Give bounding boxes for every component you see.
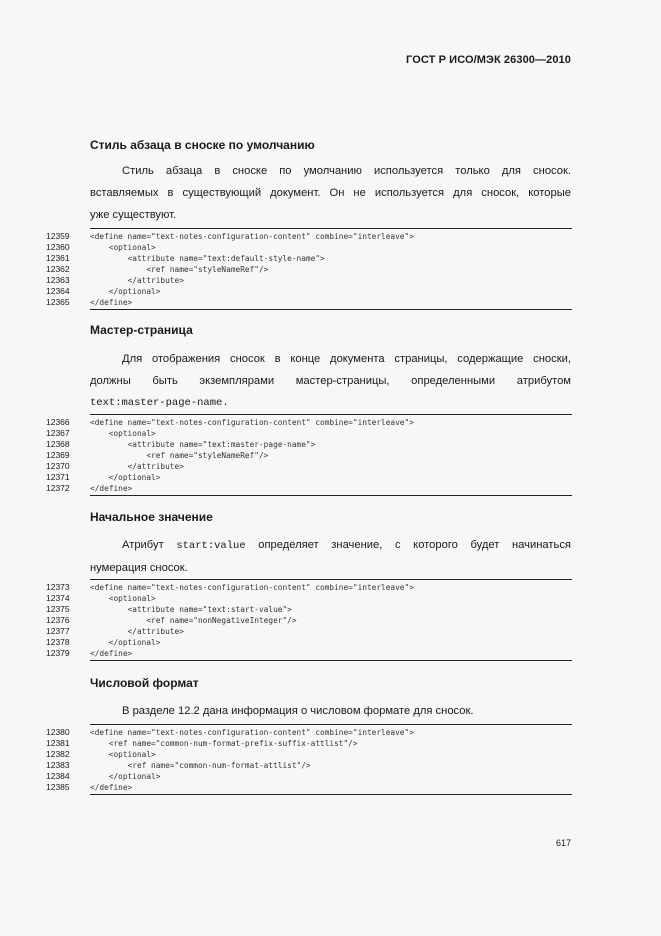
- code-line: [46, 782, 572, 793]
- code-line: [46, 749, 572, 760]
- paragraph-line: должны быть экземплярами мастер-страницы, определенными атрибутом: [90, 375, 571, 387]
- rule-top: [90, 579, 572, 580]
- document-header: ГОСТ Р ИСО/МЭК 26300—2010: [406, 54, 571, 66]
- code-text: <define name="text-notes-configuration-content" combine="interleave">: [90, 418, 414, 427]
- code-line: [46, 231, 572, 242]
- line-number: 12369: [46, 450, 70, 460]
- code-text: </attribute>: [90, 462, 184, 471]
- paragraph-line: Стиль абзаца в сноске по умолчанию используется только для сносок.: [122, 165, 571, 177]
- code-line: [46, 472, 572, 483]
- line-number: 12375: [46, 604, 70, 614]
- code-line: [46, 593, 572, 604]
- code-line: [46, 771, 572, 782]
- line-number: 12385: [46, 782, 70, 792]
- line-number: 12363: [46, 275, 70, 285]
- paragraph-text: определяет значение, с которого будет начинаться: [245, 539, 571, 551]
- paragraph-code-line: text:master-page-name.: [90, 397, 229, 409]
- paragraph-inline-code: start:value: [176, 540, 246, 552]
- line-number: 12376: [46, 615, 70, 625]
- line-number: 12360: [46, 242, 70, 252]
- line-number: 12371: [46, 472, 70, 482]
- line-number: 12361: [46, 253, 70, 263]
- code-text: <optional>: [90, 750, 156, 759]
- line-number: 12372: [46, 483, 70, 493]
- code-text: <ref name="styleNameRef"/>: [90, 265, 269, 274]
- code-text: </attribute>: [90, 276, 184, 285]
- code-line: [46, 439, 572, 450]
- line-number: 12378: [46, 637, 70, 647]
- rule-top: [90, 414, 572, 415]
- line-number: 12377: [46, 626, 70, 636]
- section-title-num-format: Числовой формат: [90, 676, 199, 690]
- code-text: <attribute name="text:master-page-name">: [90, 440, 316, 449]
- section-paragraph-master-page: [90, 348, 571, 414]
- code-line: [46, 450, 572, 461]
- line-number: 12366: [46, 417, 70, 427]
- code-text: <ref name="nonNegativeInteger"/>: [90, 616, 297, 625]
- section-paragraph-start-value: [90, 534, 571, 579]
- section-title-master-page: Мастер-страница: [90, 323, 193, 337]
- line-number: 12364: [46, 286, 70, 296]
- code-text: <optional>: [90, 594, 156, 603]
- code-line: [46, 275, 572, 286]
- code-text: </define>: [90, 783, 133, 792]
- code-text: </define>: [90, 298, 133, 307]
- code-text: <optional>: [90, 243, 156, 252]
- paragraph-line: [90, 534, 571, 557]
- line-number: 12381: [46, 738, 70, 748]
- code-text: <attribute name="text:default-style-name">: [90, 254, 325, 263]
- code-text: <define name="text-notes-configuration-content" combine="interleave">: [90, 232, 414, 241]
- rule-top: [90, 228, 572, 229]
- line-number: 12384: [46, 771, 70, 781]
- code-line: [46, 615, 572, 626]
- code-block: [46, 724, 572, 795]
- paragraph-line: уже существуют.: [90, 209, 177, 221]
- code-text: <optional>: [90, 429, 156, 438]
- rule-bottom: [90, 794, 572, 795]
- code-line: [46, 242, 572, 253]
- line-number: 12370: [46, 461, 70, 471]
- code-line: [46, 417, 572, 428]
- page-number: 617: [555, 838, 571, 848]
- code-line: [46, 637, 572, 648]
- paragraph-line: вставляемых в существующий документ. Он не используется для сносок, которые: [90, 187, 571, 199]
- code-block: [46, 579, 572, 661]
- line-number: 12382: [46, 749, 70, 759]
- code-line: [46, 297, 572, 308]
- line-number: 12367: [46, 428, 70, 438]
- line-number: 12365: [46, 297, 70, 307]
- code-text: </define>: [90, 649, 133, 658]
- line-number: 12374: [46, 593, 70, 603]
- section-paragraph-num-format: [90, 700, 571, 722]
- code-text: </optional>: [90, 287, 161, 296]
- code-line: [46, 483, 572, 494]
- line-number: 12362: [46, 264, 70, 274]
- rule-bottom: [90, 495, 572, 496]
- paragraph-line: нумерация сносок.: [90, 562, 188, 574]
- code-text: <define name="text-notes-configuration-content" combine="interleave">: [90, 728, 414, 737]
- code-text: </optional>: [90, 638, 161, 647]
- code-line: [46, 461, 572, 472]
- line-number: 12359: [46, 231, 70, 241]
- code-text: <define name="text-notes-configuration-content" combine="interleave">: [90, 583, 414, 592]
- paragraph-text: Атрибут: [122, 539, 177, 551]
- code-block: [46, 414, 572, 496]
- line-number: 12368: [46, 439, 70, 449]
- section-title-start-value: Начальное значение: [90, 510, 213, 524]
- paragraph-line: В разделе 12.2 дана информация о числовом формате для сносок.: [122, 705, 474, 717]
- code-line: [46, 760, 572, 771]
- section-paragraph-default-style: [90, 160, 571, 226]
- code-line: [46, 582, 572, 593]
- code-line: [46, 626, 572, 637]
- code-text: <ref name="common-num-format-attlist"/>: [90, 761, 311, 770]
- rule-bottom: [90, 309, 572, 310]
- code-text: </optional>: [90, 473, 161, 482]
- code-line: [46, 604, 572, 615]
- code-text: <attribute name="text:start-value">: [90, 605, 292, 614]
- rule-top: [90, 724, 572, 725]
- line-number: 12373: [46, 582, 70, 592]
- code-line: [46, 264, 572, 275]
- section-title-default-style: Стиль абзаца в сноске по умолчанию: [90, 138, 315, 152]
- paragraph-line: Для отображения сносок в конце документа страницы, содержащие сноски,: [122, 353, 571, 365]
- code-text: <ref name="common-num-format-prefix-suffix-attlist"/>: [90, 739, 358, 748]
- code-text: <ref name="styleNameRef"/>: [90, 451, 269, 460]
- code-text: </optional>: [90, 772, 161, 781]
- rule-bottom: [90, 660, 572, 661]
- line-number: 12380: [46, 727, 70, 737]
- code-line: [46, 428, 572, 439]
- code-line: [46, 727, 572, 738]
- code-line: [46, 253, 572, 264]
- code-text: </attribute>: [90, 627, 184, 636]
- code-line: [46, 286, 572, 297]
- code-text: </define>: [90, 484, 133, 493]
- code-line: [46, 648, 572, 659]
- code-block: [46, 228, 572, 310]
- line-number: 12383: [46, 760, 70, 770]
- code-line: [46, 738, 572, 749]
- line-number: 12379: [46, 648, 70, 658]
